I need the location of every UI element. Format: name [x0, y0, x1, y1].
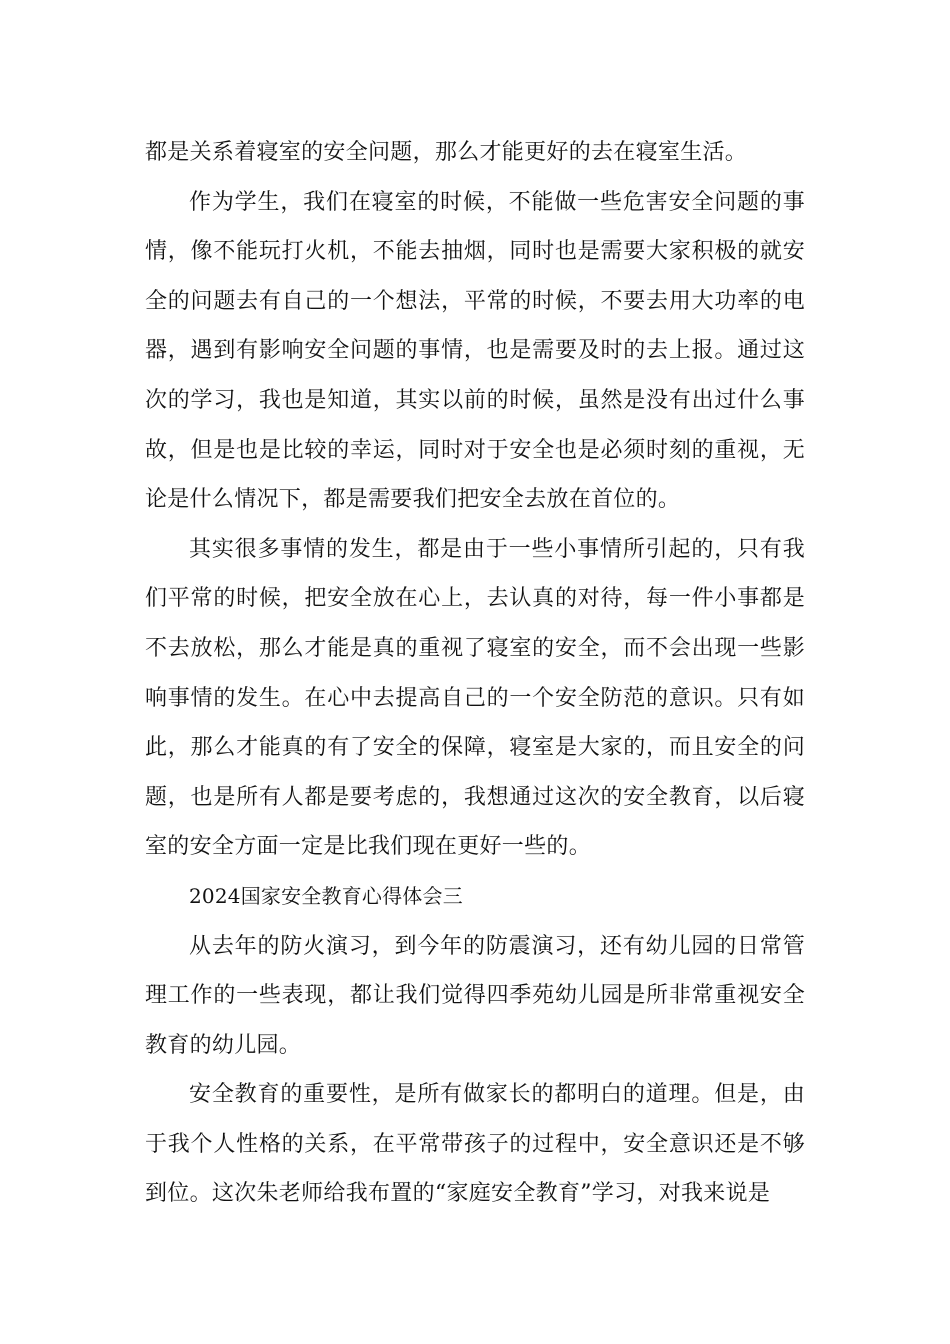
paragraph-small-matters: 其实很多事情的发生，都是由于一些小事情所引起的，只有我们平常的时候，把安全放在心上，去认真的对待，每一件小事都是不去放松，那么才能是真的重视了寝室的安全，而不会出现一些影响事情的发生。在心中去提高自己的一个安全防范的意识。只有如此，那么才能真的有了安全的保障，寝室是大家的，而且安全的问题，也是所有人都是要考虑的，我想通过这次的安全教育，以后寝室的安全方面一定是比我们现在更好一些的。 — [145, 536, 805, 860]
paragraph-student-safety: 作为学生，我们在寝室的时候，不能做一些危害安全问题的事情，像不能玩打火机，不能去抽烟，同时也是需要大家积极的就安全的问题去有自己的一个想法，平常的时候，不要去用大功率的电器，遇到有影响安全问题的事情，也是需要及时的去上报。通过这次的学习，我也是知道，其实以前的时候，虽然是没有出过什么事故，但是也是比较的幸运，同时对于安全也是必须时刻的重视，无论是什么情况下，都是需要我们把安全去放在首位的。 — [145, 189, 805, 513]
paragraph-importance: 安全教育的重要性，是所有做家长的都明白的道理。但是，由于我个人性格的关系，在平常带孩子的过程中，安全意识还是不够到位。这次朱老师给我布置的“家庭安全教育”学习，对我来说是 — [145, 1082, 805, 1207]
paragraph-kindergarten-drills: 从去年的防火演习，到今年的防震演习，还有幼儿园的日常管理工作的一些表现，都让我们觉得四季苑幼儿园是所非常重视安全教育的幼儿园。 — [145, 933, 805, 1058]
section-heading: 2024国家安全教育心得体会三 — [189, 883, 463, 908]
paragraph-continuation: 都是关系着寝室的安全问题，那么才能更好的去在寝室生活。 — [145, 140, 748, 165]
document-body — [145, 128, 805, 1219]
